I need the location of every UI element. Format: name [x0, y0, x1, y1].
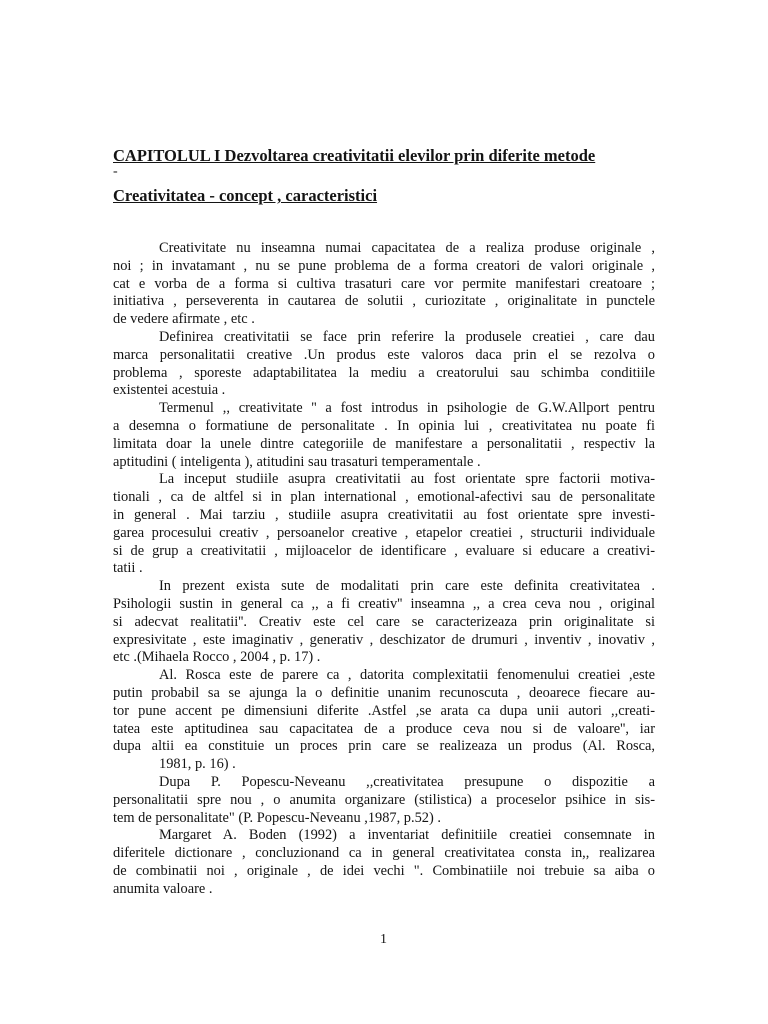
body-line: tem de personalitate" (P. Popescu-Neveanu ,1987, p.52) . — [113, 809, 441, 826]
body-line: in general . Mai tarziu , studiile asupra creativitatii au fost orientate spre investi- — [113, 506, 655, 523]
body-line: expresivitate , este imaginativ , generativ , deschizator de drumuri , inventiv , inovativ , — [113, 631, 655, 648]
body-line: tatea este aptitudinea sau capacitatea de a produce ceva nou si de valoare'', iar — [113, 720, 655, 737]
body-line: La inceput studiile asupra creativitatii au fost orientate spre factorii motiva- — [159, 471, 655, 488]
body-line: a desemna o formatiune de personalitate . In opinia lui , creativitatea nu poate fi — [113, 417, 655, 434]
body-line: In prezent exista sute de modalitati prin care este definita creativitatea . — [159, 578, 655, 595]
body-line: dupa altii ea constituie un proces prin care se realizeaza un produs (Al. Rosca, — [113, 738, 655, 755]
body-text — [113, 240, 655, 898]
body-line: limitata doar la unele dintre categoriile de manifestare a personalitatii , respectiv la — [113, 435, 655, 452]
body-line: tionali , ca de altfel si in plan international , emotional-afectivi sau de personalitate — [113, 489, 655, 506]
chapter-title: CAPITOLUL I Dezvoltarea creativitatii elevilor prin diferite metode — [113, 146, 596, 165]
body-line: Termenul ,, creativitate '' a fost introdus in psihologie de G.W.Allport pentru — [159, 400, 655, 417]
body-line: marca personalitatii creative .Un produs este valoros daca prin el se rezolva o — [113, 346, 655, 363]
body-line: Dupa P. Popescu-Neveanu ,,creativitatea presupune o dispozitie a — [159, 773, 655, 790]
body-line: si adecvat realitatii''. Creativ este cel care se caracterizeaza prin originalitate si — [113, 613, 655, 630]
body-line: tor pune accent pe dimensiuni diferite .Astfel ,se arata ca dupa unii autori ,,creati- — [113, 702, 655, 719]
body-line: Definirea creativitatii se face prin referire la produsele creatiei , care dau — [159, 328, 655, 345]
body-line: anumita valoare . — [113, 880, 213, 897]
body-line: aptitudini ( inteligenta ), atitudini sau trasaturi temperamentale . — [113, 453, 481, 470]
body-line: cat e vorba de a forma si cultiva trasaturi care vor permite manifestari creatoare ; — [113, 275, 655, 292]
body-line: de vedere afirmate , etc . — [113, 311, 255, 328]
body-line: garea procesului creativ , persoanelor creative , etapelor creatiei , structurii individuale — [113, 524, 655, 541]
section-title: Creativitatea - concept , caracteristici — [113, 186, 378, 205]
body-line: de combinatii noi , originale , de idei vechi ". Combinatiile noi trebuie sa aiba o — [113, 862, 655, 879]
body-line: si de grup a creativitatii , mijloacelor de identificare , evaluare si educare a creativi- — [113, 542, 655, 559]
body-line: problema , sporeste adaptabilitatea la mediu a creatorului sau schimba conditiile — [113, 364, 655, 381]
page-number: 1 — [380, 932, 387, 947]
body-line: tatii . — [113, 560, 143, 577]
body-line: initiativa , perseverenta in cautarea de solutii , curiozitate , originalitate in punctele — [113, 293, 655, 310]
body-line: putin probabil sa se ajunga la o definitie unanim recunoscuta , deoarece fiecare au- — [113, 684, 655, 701]
body-line: etc .(Mihaela Rocco , 2004 , p. 17) . — [113, 649, 321, 666]
body-line: diferitele dictionare , concluzionand ca in general creativitatea consta in,, realizarea — [113, 845, 655, 862]
body-line: personalitatii spre nou , o anumita organizare (stilistica) a proceselor psihice in sis- — [113, 791, 655, 808]
body-line: 1981, p. 16) . — [159, 756, 236, 773]
body-line: Margaret A. Boden (1992) a inventariat definitiile creatiei consemnate in — [159, 827, 655, 844]
body-line: Creativitate nu inseamna numai capacitatea de a realiza produse originale , — [159, 240, 655, 256]
body-line: noi ; in invatamant , nu se pune problema de a forma creatori de valori originale , — [113, 257, 655, 274]
title-dash: - — [113, 164, 118, 179]
body-line: Psihologii sustin in general ca ,, a fi creativ'' inseamna ,, a crea ceva nou , original — [113, 595, 655, 612]
body-line: Al. Rosca este de parere ca , datorita complexitatii fenomenului creatiei ,este — [159, 667, 655, 684]
body-line: existentei acestuia . — [113, 382, 226, 399]
